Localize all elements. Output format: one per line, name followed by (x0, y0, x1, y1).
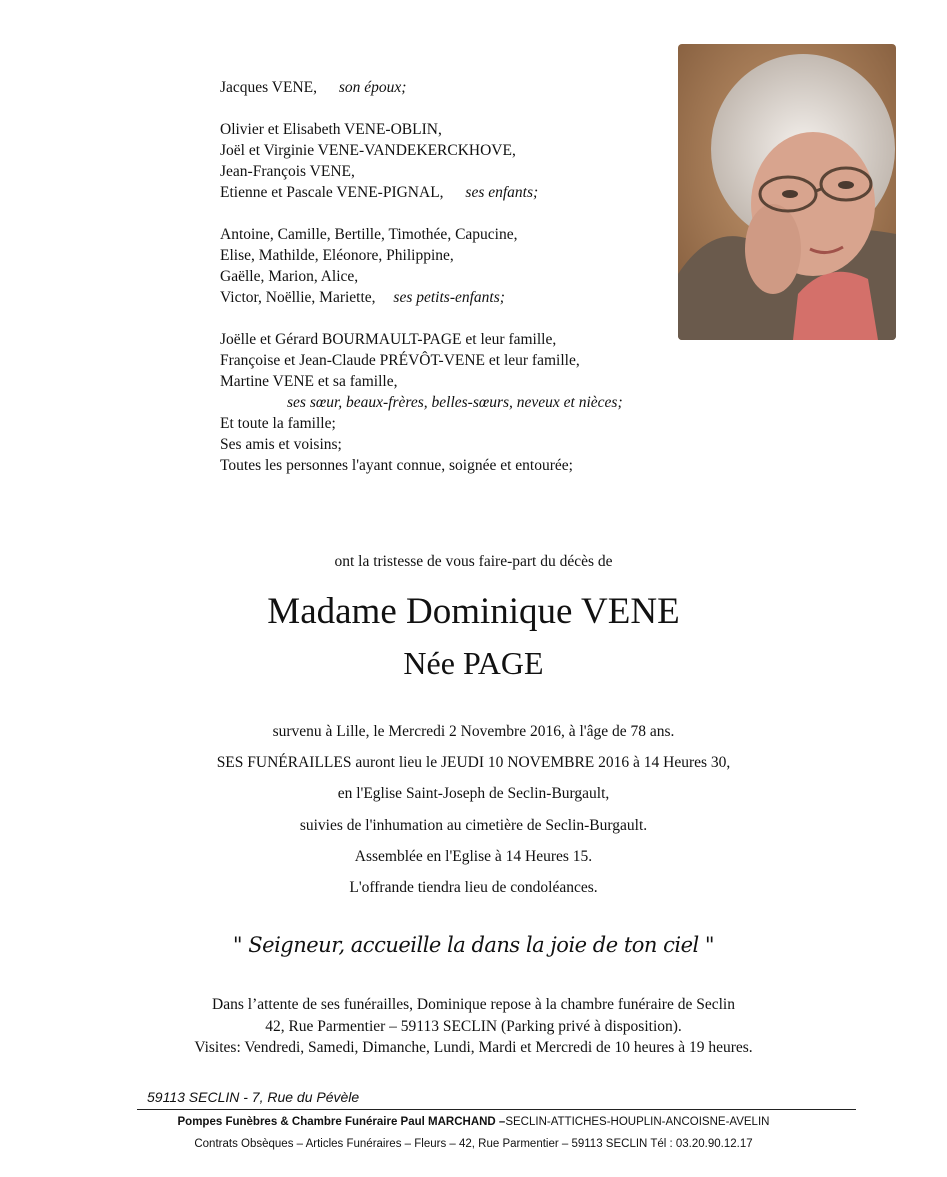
siblings-role: ses sœur, beaux-frères, belles-sœurs, neveux et nièces; (287, 394, 623, 411)
spouse-line (220, 77, 623, 98)
child-line (220, 182, 623, 203)
visitation-info (0, 994, 947, 1059)
others-line: Toutes les personnes l'ayant connue, soignée et entourée; (220, 457, 573, 474)
detail-line: SES FUNÉRAILLES auront lieu le JEUDI 10 NOVEMBRE 2016 à 14 Heures 30, (216, 754, 731, 772)
sibling-line: Joëlle et Gérard BOURMAULT-PAGE et leur famille, (220, 331, 557, 348)
prayer-quote: " Seigneur, accueille la dans la joie de ton ciel " (232, 933, 715, 957)
visitation-line: Visites: Vendredi, Samedi, Dimanche, Lundi, Mardi et Mercredi de 10 heures à 19 heures. (194, 1039, 753, 1056)
others-line: Ses amis et voisins; (220, 436, 342, 453)
detail-line: suivies de l'inhumation au cimetière de Seclin-Burgault. (299, 816, 648, 834)
children-role: ses enfants; (465, 184, 539, 201)
child-line: Olivier et Elisabeth VENE-OBLIN, (220, 121, 442, 138)
footer-address: 59113 SECLIN - 7, Rue du Pévèle (147, 1089, 360, 1105)
visitation-line: Dans l’attente de ses funérailles, Dominique repose à la chambre funéraire de Seclin (212, 996, 735, 1013)
family-list (220, 77, 623, 476)
grandchildren-names: Victor, Noëllie, Mariette, (220, 289, 376, 306)
sibling-line: Martine VENE et sa famille, (220, 373, 398, 390)
footer-contact: Contrats Obsèques – Articles Funéraires – Fleurs – 42, Rue Parmentier – 59113 SECLIN Tél : 03.20.90.12.17 (194, 1138, 753, 1150)
grandchildren-line: Elise, Mathilde, Eléonore, Philippine, (220, 247, 454, 264)
detail-line: Assemblée en l'Eglise à 14 Heures 15. (354, 847, 593, 865)
child-name: Etienne et Pascale VENE-PIGNAL, (220, 184, 444, 201)
portrait-photo (678, 44, 896, 340)
funeral-details (0, 716, 947, 903)
announcement-text: ont la tristesse de vous faire-part du décès de (334, 553, 613, 570)
company-name: Pompes Funèbres & Chambre Funéraire Paul MARCHAND – (177, 1116, 506, 1128)
detail-line: en l'Eglise Saint-Joseph de Seclin-Burgault, (337, 785, 610, 803)
child-line: Jean-François VENE, (220, 163, 355, 180)
detail-line: survenu à Lille, le Mercredi 2 Novembre 2016, à l'âge de 78 ans. (272, 723, 675, 740)
others-line: Et toute la famille; (220, 415, 336, 432)
grandchildren-role: ses petits-enfants; (393, 289, 505, 306)
spouse-name: Jacques VENE, (220, 79, 317, 96)
footer-company (0, 1116, 947, 1128)
company-towns: SECLIN-ATTICHES-HOUPLIN-ANCOISNE-AVELIN (505, 1116, 770, 1128)
grandchildren-line (220, 287, 623, 308)
maiden-name: Née PAGE (403, 645, 544, 681)
grandchildren-line: Antoine, Camille, Bertille, Timothée, Capucine, (220, 226, 518, 243)
detail-line: L'offrande tiendra lieu de condoléances. (349, 879, 598, 897)
visitation-line: 42, Rue Parmentier – 59113 SECLIN (Parking privé à disposition). (265, 1017, 682, 1035)
footer-divider (137, 1109, 856, 1110)
grandchildren-line: Gaëlle, Marion, Alice, (220, 268, 359, 285)
deceased-name: Madame Dominique VENE (267, 591, 680, 632)
spouse-role: son époux; (338, 79, 407, 96)
child-line: Joël et Virginie VENE-VANDEKERCKHOVE, (220, 142, 516, 159)
sibling-line: Françoise et Jean-Claude PRÉVÔT-VENE et leur famille, (220, 352, 580, 369)
